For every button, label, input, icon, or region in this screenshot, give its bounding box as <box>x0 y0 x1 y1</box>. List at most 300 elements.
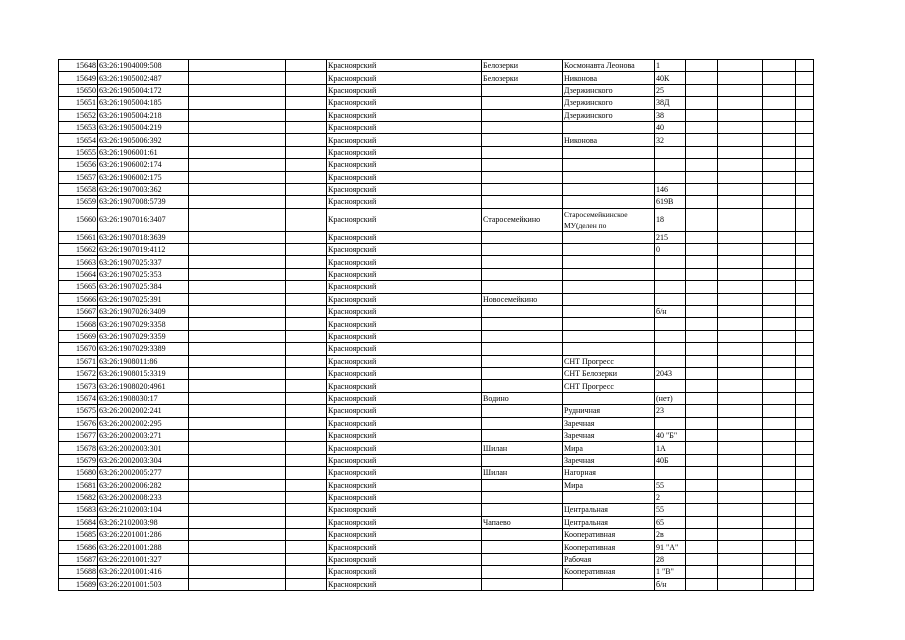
table-row <box>59 330 814 342</box>
cadastral-number-cell: 63:26:2201001:286 <box>98 529 189 541</box>
house-cell: 2 <box>655 491 686 503</box>
empty-cell <box>189 417 286 429</box>
empty-cell <box>286 330 327 342</box>
street-cell: СНТ Прогресс <box>563 380 655 392</box>
house-cell <box>655 355 686 367</box>
cadastral-number-cell: 63:26:2002006:282 <box>98 479 189 491</box>
house-cell: 1А <box>655 442 686 454</box>
empty-cell <box>718 97 763 109</box>
cadastral-number-cell: 63:26:1907026:3409 <box>98 306 189 318</box>
empty-cell <box>686 429 718 441</box>
empty-cell <box>189 529 286 541</box>
empty-cell <box>796 244 814 256</box>
empty-cell <box>796 330 814 342</box>
empty-cell <box>686 467 718 479</box>
empty-cell <box>189 281 286 293</box>
empty-cell <box>686 159 718 171</box>
empty-cell <box>796 134 814 146</box>
house-cell <box>655 293 686 305</box>
table-row <box>59 392 814 404</box>
empty-cell <box>763 60 796 72</box>
table-row <box>59 121 814 133</box>
locality-cell <box>482 146 563 158</box>
street-cell <box>563 231 655 243</box>
table-row <box>59 442 814 454</box>
empty-cell <box>796 84 814 96</box>
street-cell: Заречная <box>563 417 655 429</box>
table-row <box>59 429 814 441</box>
row-number-cell: 15660 <box>59 208 98 231</box>
table-row <box>59 183 814 195</box>
empty-cell <box>718 196 763 208</box>
empty-cell <box>763 330 796 342</box>
empty-cell <box>763 208 796 231</box>
row-number-cell: 15668 <box>59 318 98 330</box>
locality-cell <box>482 244 563 256</box>
district-cell: Красноярский <box>327 60 482 72</box>
empty-cell <box>796 516 814 528</box>
empty-cell <box>189 454 286 466</box>
empty-cell <box>286 72 327 84</box>
empty-cell <box>718 244 763 256</box>
table-row <box>59 553 814 565</box>
empty-cell <box>763 244 796 256</box>
empty-cell <box>286 380 327 392</box>
table-row <box>59 343 814 355</box>
empty-cell <box>686 281 718 293</box>
empty-cell <box>189 121 286 133</box>
row-number-cell: 15682 <box>59 491 98 503</box>
empty-cell <box>189 330 286 342</box>
street-cell: СНТ Прогресс <box>563 355 655 367</box>
table-row <box>59 268 814 280</box>
empty-cell <box>718 171 763 183</box>
empty-cell <box>189 491 286 503</box>
locality-cell <box>482 367 563 379</box>
house-cell: б/н <box>655 578 686 590</box>
empty-cell <box>763 183 796 195</box>
house-cell: 215 <box>655 231 686 243</box>
street-cell: Заречная <box>563 454 655 466</box>
row-number-cell: 15669 <box>59 330 98 342</box>
street-cell: Мира <box>563 442 655 454</box>
empty-cell <box>763 405 796 417</box>
empty-cell <box>718 529 763 541</box>
district-cell: Красноярский <box>327 367 482 379</box>
street-cell: Дзержинского <box>563 84 655 96</box>
cadastral-number-cell: 63:26:2002003:271 <box>98 429 189 441</box>
empty-cell <box>763 231 796 243</box>
empty-cell <box>796 429 814 441</box>
empty-cell <box>686 171 718 183</box>
locality-cell <box>482 566 563 578</box>
table-row <box>59 306 814 318</box>
row-number-cell: 15672 <box>59 367 98 379</box>
table-row <box>59 231 814 243</box>
house-cell: 18 <box>655 208 686 231</box>
locality-cell <box>482 109 563 121</box>
empty-cell <box>763 392 796 404</box>
empty-cell <box>718 566 763 578</box>
empty-cell <box>686 84 718 96</box>
empty-cell <box>686 355 718 367</box>
empty-cell <box>718 293 763 305</box>
street-cell: Космонавта Леонова <box>563 60 655 72</box>
street-cell <box>563 196 655 208</box>
empty-cell <box>796 417 814 429</box>
table-row <box>59 109 814 121</box>
table-row <box>59 405 814 417</box>
empty-cell <box>286 491 327 503</box>
empty-cell <box>796 293 814 305</box>
street-cell: Кооперативная <box>563 529 655 541</box>
empty-cell <box>763 417 796 429</box>
empty-cell <box>189 159 286 171</box>
locality-cell: Новосемейкино <box>482 293 563 305</box>
row-number-cell: 15657 <box>59 171 98 183</box>
cadastral-number-cell: 63:26:1907025:353 <box>98 268 189 280</box>
district-cell: Красноярский <box>327 442 482 454</box>
empty-cell <box>718 541 763 553</box>
locality-cell <box>482 491 563 503</box>
empty-cell <box>796 392 814 404</box>
empty-cell <box>189 405 286 417</box>
table-row <box>59 208 814 231</box>
house-cell: 32 <box>655 134 686 146</box>
house-cell: б/н <box>655 306 686 318</box>
empty-cell <box>286 256 327 268</box>
house-cell: 38 <box>655 109 686 121</box>
cadastral-number-cell: 63:26:1908020:4961 <box>98 380 189 392</box>
empty-cell <box>763 516 796 528</box>
empty-cell <box>796 454 814 466</box>
house-cell <box>655 171 686 183</box>
empty-cell <box>718 578 763 590</box>
empty-cell <box>286 146 327 158</box>
empty-cell <box>718 208 763 231</box>
house-cell: 2в <box>655 529 686 541</box>
empty-cell <box>796 256 814 268</box>
street-cell: Кооперативная <box>563 541 655 553</box>
empty-cell <box>686 134 718 146</box>
house-cell: 40 "Б" <box>655 429 686 441</box>
locality-cell <box>482 97 563 109</box>
district-cell: Красноярский <box>327 134 482 146</box>
table-row <box>59 566 814 578</box>
table-row <box>59 97 814 109</box>
empty-cell <box>796 405 814 417</box>
empty-cell <box>286 392 327 404</box>
empty-cell <box>686 479 718 491</box>
empty-cell <box>286 405 327 417</box>
table-row <box>59 367 814 379</box>
district-cell: Красноярский <box>327 306 482 318</box>
empty-cell <box>686 578 718 590</box>
empty-cell <box>796 268 814 280</box>
empty-cell <box>718 72 763 84</box>
table-row <box>59 491 814 503</box>
table-row <box>59 529 814 541</box>
house-cell: 1 "В" <box>655 566 686 578</box>
empty-cell <box>763 72 796 84</box>
cadastral-number-cell: 63:26:1907029:3358 <box>98 318 189 330</box>
cadastral-number-cell: 63:26:1907016:3407 <box>98 208 189 231</box>
empty-cell <box>189 516 286 528</box>
locality-cell <box>482 454 563 466</box>
cadastral-number-cell: 63:26:1907019:4112 <box>98 244 189 256</box>
street-cell: Заречная <box>563 429 655 441</box>
house-cell: 40Б <box>655 454 686 466</box>
empty-cell <box>686 306 718 318</box>
empty-cell <box>718 183 763 195</box>
row-number-cell: 15683 <box>59 504 98 516</box>
empty-cell <box>286 306 327 318</box>
cadastral-number-cell: 63:26:1906002:174 <box>98 159 189 171</box>
empty-cell <box>286 516 327 528</box>
locality-cell <box>482 330 563 342</box>
locality-cell <box>482 121 563 133</box>
empty-cell <box>189 306 286 318</box>
empty-cell <box>763 293 796 305</box>
table-body <box>59 60 814 591</box>
empty-cell <box>718 281 763 293</box>
street-cell: Рудничная <box>563 405 655 417</box>
empty-cell <box>686 442 718 454</box>
cadastral-number-cell: 63:26:2201001:416 <box>98 566 189 578</box>
district-cell: Красноярский <box>327 405 482 417</box>
empty-cell <box>718 343 763 355</box>
table-row <box>59 479 814 491</box>
table-row <box>59 171 814 183</box>
table-row <box>59 281 814 293</box>
house-cell <box>655 281 686 293</box>
empty-cell <box>796 529 814 541</box>
empty-cell <box>686 244 718 256</box>
empty-cell <box>686 268 718 280</box>
house-cell: 23 <box>655 405 686 417</box>
street-cell: Центральная <box>563 516 655 528</box>
empty-cell <box>796 208 814 231</box>
empty-cell <box>718 442 763 454</box>
empty-cell <box>189 146 286 158</box>
empty-cell <box>763 306 796 318</box>
row-number-cell: 15662 <box>59 244 98 256</box>
table-row <box>59 454 814 466</box>
row-number-cell: 15653 <box>59 121 98 133</box>
table-row <box>59 134 814 146</box>
empty-cell <box>286 208 327 231</box>
street-cell <box>563 392 655 404</box>
cadastral-number-cell: 63:26:1907003:362 <box>98 183 189 195</box>
street-cell <box>563 159 655 171</box>
house-cell <box>655 380 686 392</box>
empty-cell <box>718 417 763 429</box>
empty-cell <box>686 183 718 195</box>
locality-cell <box>482 281 563 293</box>
empty-cell <box>796 109 814 121</box>
district-cell: Красноярский <box>327 84 482 96</box>
empty-cell <box>189 84 286 96</box>
empty-cell <box>286 97 327 109</box>
house-cell <box>655 159 686 171</box>
table-row <box>59 541 814 553</box>
empty-cell <box>686 405 718 417</box>
district-cell: Красноярский <box>327 504 482 516</box>
district-cell: Красноярский <box>327 231 482 243</box>
table-row <box>59 159 814 171</box>
cadastral-number-cell: 63:26:1905004:219 <box>98 121 189 133</box>
house-cell: 55 <box>655 479 686 491</box>
empty-cell <box>796 121 814 133</box>
empty-cell <box>796 72 814 84</box>
empty-cell <box>796 541 814 553</box>
locality-cell <box>482 159 563 171</box>
empty-cell <box>286 244 327 256</box>
empty-cell <box>286 429 327 441</box>
empty-cell <box>763 109 796 121</box>
empty-cell <box>686 529 718 541</box>
row-number-cell: 15656 <box>59 159 98 171</box>
empty-cell <box>686 417 718 429</box>
street-cell <box>563 306 655 318</box>
cadastral-number-cell: 63:26:2002005:277 <box>98 467 189 479</box>
empty-cell <box>718 454 763 466</box>
street-cell <box>563 293 655 305</box>
empty-cell <box>796 231 814 243</box>
empty-cell <box>686 97 718 109</box>
empty-cell <box>686 504 718 516</box>
district-cell: Красноярский <box>327 566 482 578</box>
row-number-cell: 15654 <box>59 134 98 146</box>
locality-cell <box>482 429 563 441</box>
table-row <box>59 417 814 429</box>
empty-cell <box>189 343 286 355</box>
row-number-cell: 15689 <box>59 578 98 590</box>
empty-cell <box>718 121 763 133</box>
empty-cell <box>796 355 814 367</box>
locality-cell: Белозерки <box>482 72 563 84</box>
empty-cell <box>718 306 763 318</box>
empty-cell <box>718 159 763 171</box>
row-number-cell: 15671 <box>59 355 98 367</box>
street-cell <box>563 244 655 256</box>
row-number-cell: 15670 <box>59 343 98 355</box>
empty-cell <box>286 553 327 565</box>
empty-cell <box>189 504 286 516</box>
empty-cell <box>718 467 763 479</box>
empty-cell <box>686 380 718 392</box>
empty-cell <box>718 405 763 417</box>
locality-cell <box>482 355 563 367</box>
empty-cell <box>718 268 763 280</box>
table-row <box>59 196 814 208</box>
district-cell: Красноярский <box>327 429 482 441</box>
house-cell: (нет) <box>655 392 686 404</box>
empty-cell <box>763 380 796 392</box>
district-cell: Красноярский <box>327 146 482 158</box>
street-cell: Центральная <box>563 504 655 516</box>
empty-cell <box>189 479 286 491</box>
district-cell: Красноярский <box>327 318 482 330</box>
street-cell: Кооперативная <box>563 566 655 578</box>
row-number-cell: 15648 <box>59 60 98 72</box>
empty-cell <box>796 578 814 590</box>
empty-cell <box>718 256 763 268</box>
locality-cell <box>482 134 563 146</box>
row-number-cell: 15679 <box>59 454 98 466</box>
empty-cell <box>718 491 763 503</box>
house-cell <box>655 417 686 429</box>
empty-cell <box>796 146 814 158</box>
empty-cell <box>763 121 796 133</box>
empty-cell <box>686 146 718 158</box>
district-cell: Красноярский <box>327 72 482 84</box>
house-cell: 40К <box>655 72 686 84</box>
empty-cell <box>686 60 718 72</box>
empty-cell <box>718 330 763 342</box>
empty-cell <box>189 553 286 565</box>
cadastral-number-cell: 63:26:2201001:327 <box>98 553 189 565</box>
empty-cell <box>286 318 327 330</box>
empty-cell <box>189 541 286 553</box>
empty-cell <box>189 578 286 590</box>
district-cell: Красноярский <box>327 171 482 183</box>
empty-cell <box>686 231 718 243</box>
empty-cell <box>763 196 796 208</box>
street-cell <box>563 343 655 355</box>
empty-cell <box>718 516 763 528</box>
house-cell <box>655 256 686 268</box>
table-row <box>59 146 814 158</box>
street-cell: СНТ Белозерки <box>563 367 655 379</box>
locality-cell: Водино <box>482 392 563 404</box>
street-cell <box>563 121 655 133</box>
empty-cell <box>686 121 718 133</box>
empty-cell <box>686 541 718 553</box>
district-cell: Красноярский <box>327 392 482 404</box>
empty-cell <box>796 553 814 565</box>
cadastral-number-cell: 63:26:1905004:185 <box>98 97 189 109</box>
cadastral-number-cell: 63:26:2201001:288 <box>98 541 189 553</box>
empty-cell <box>286 541 327 553</box>
house-cell <box>655 467 686 479</box>
empty-cell <box>763 566 796 578</box>
cadastral-number-cell: 63:26:1907025:337 <box>98 256 189 268</box>
row-number-cell: 15667 <box>59 306 98 318</box>
empty-cell <box>286 109 327 121</box>
empty-cell <box>763 578 796 590</box>
empty-cell <box>796 491 814 503</box>
empty-cell <box>686 516 718 528</box>
locality-cell <box>482 171 563 183</box>
cadastral-number-cell: 63:26:1906002:175 <box>98 171 189 183</box>
empty-cell <box>686 318 718 330</box>
empty-cell <box>286 566 327 578</box>
empty-cell <box>286 171 327 183</box>
empty-cell <box>796 318 814 330</box>
empty-cell <box>286 367 327 379</box>
empty-cell <box>718 318 763 330</box>
locality-cell: Старосемейкино <box>482 208 563 231</box>
empty-cell <box>286 467 327 479</box>
empty-cell <box>796 281 814 293</box>
row-number-cell: 15686 <box>59 541 98 553</box>
empty-cell <box>286 529 327 541</box>
empty-cell <box>189 467 286 479</box>
street-cell: Нагорная <box>563 467 655 479</box>
empty-cell <box>686 208 718 231</box>
street-cell <box>563 491 655 503</box>
